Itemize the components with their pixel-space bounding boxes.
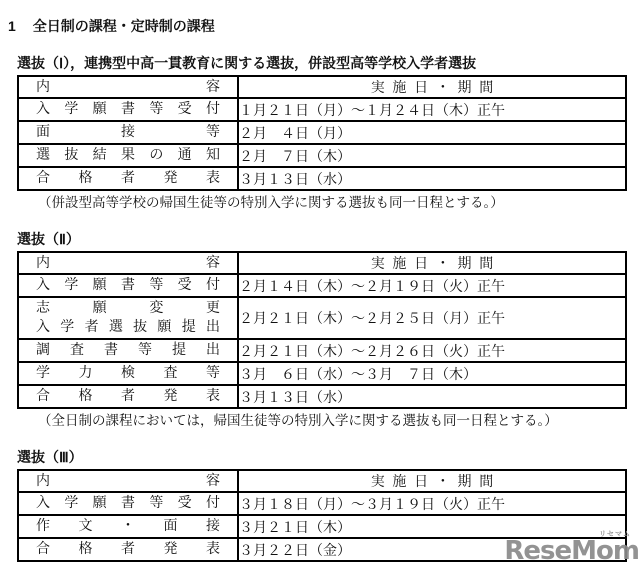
- row-value: ３月１８日（月）～３月１９日（火）正午: [238, 492, 626, 515]
- table-row: [18, 385, 626, 408]
- table-row: [18, 492, 626, 515]
- table-row: [18, 98, 626, 121]
- row-label: 学力検査等: [18, 362, 238, 385]
- row-value: １月２１日（月）～１月２４日（木）正午: [238, 98, 626, 121]
- row-value: ２月 ７日（木）: [238, 144, 626, 167]
- table-row: [18, 274, 626, 297]
- row-value: ３月２１日（木）: [238, 515, 626, 538]
- page-title: [8, 0, 640, 35]
- col-header-schedule: 実施日・期間: [238, 76, 626, 98]
- col-header-schedule: 実施日・期間: [238, 470, 626, 492]
- section-heading: 選抜（Ⅰ），連携型中高一貫教育に関する選抜，併設型高等学校入学者選抜: [17, 55, 477, 71]
- row-value: ２月１４日（木）～２月１９日（火）正午: [238, 274, 626, 297]
- row-label: 合格者発表: [18, 538, 238, 561]
- section-heading: 選抜（Ⅲ）: [17, 449, 83, 465]
- schedule-table-1: [17, 75, 627, 191]
- row-value: ３月 ６日（水）～３月 ７日（木）: [238, 362, 626, 385]
- table-row: [18, 297, 626, 339]
- row-label: 調査書等提出: [18, 339, 238, 362]
- row-label: 選抜結果の通知: [18, 144, 238, 167]
- table-row: [18, 339, 626, 362]
- row-value: ２月 ４日（月）: [238, 121, 626, 144]
- page-title-number: 1: [8, 18, 16, 34]
- section-note: （併設型高等学校の帰国生徒等の特別入学に関する選抜も同一日程とする。）: [38, 195, 504, 210]
- section-note: （全日制の課程においては，帰国生徒等の特別入学に関する選抜も同一日程とする。）: [38, 413, 558, 428]
- row-label: 合格者発表: [18, 167, 238, 190]
- row-value: ２月２１日（木）～２月２５日（月）正午: [238, 297, 626, 339]
- col-header-content: 内容: [18, 76, 238, 98]
- row-label: 合格者発表: [18, 385, 238, 408]
- row-value: ３月１３日（水）: [238, 167, 626, 190]
- row-label: 作文・面接: [18, 515, 238, 538]
- table-header-row: [18, 252, 626, 274]
- row-value: ２月２１日（木）～２月２６日（火）正午: [238, 339, 626, 362]
- row-label: 面接等: [18, 121, 238, 144]
- row-label: 入学願書等受付: [18, 98, 238, 121]
- table-row: [18, 121, 626, 144]
- row-label: 入学願書等受付: [18, 492, 238, 515]
- section-selection-2: [0, 231, 640, 429]
- resemom-watermark-text: ReseMom: [504, 536, 639, 566]
- table-row: [18, 144, 626, 167]
- row-label: 入学願書等受付: [18, 274, 238, 297]
- resemom-watermark: [504, 531, 639, 564]
- row-value: ３月１３日（水）: [238, 385, 626, 408]
- row-value: ３月２２日（金）: [238, 538, 626, 561]
- section-heading: 選抜（Ⅱ）: [17, 231, 80, 247]
- table-header-row: [18, 76, 626, 98]
- table-row: [18, 167, 626, 190]
- section-selection-1: [0, 55, 640, 211]
- table-row: [18, 362, 626, 385]
- schedule-table-2: [17, 251, 627, 409]
- col-header-content: 内容: [18, 252, 238, 274]
- table-header-row: [18, 470, 626, 492]
- page-title-text: 全日制の課程・定時制の課程: [32, 18, 215, 34]
- resemom-watermark-ruby: リセマム: [599, 530, 631, 538]
- col-header-schedule: 実施日・期間: [238, 252, 626, 274]
- col-header-content: 内容: [18, 470, 238, 492]
- row-label: 志願変更 入学者選抜願提出: [18, 297, 238, 339]
